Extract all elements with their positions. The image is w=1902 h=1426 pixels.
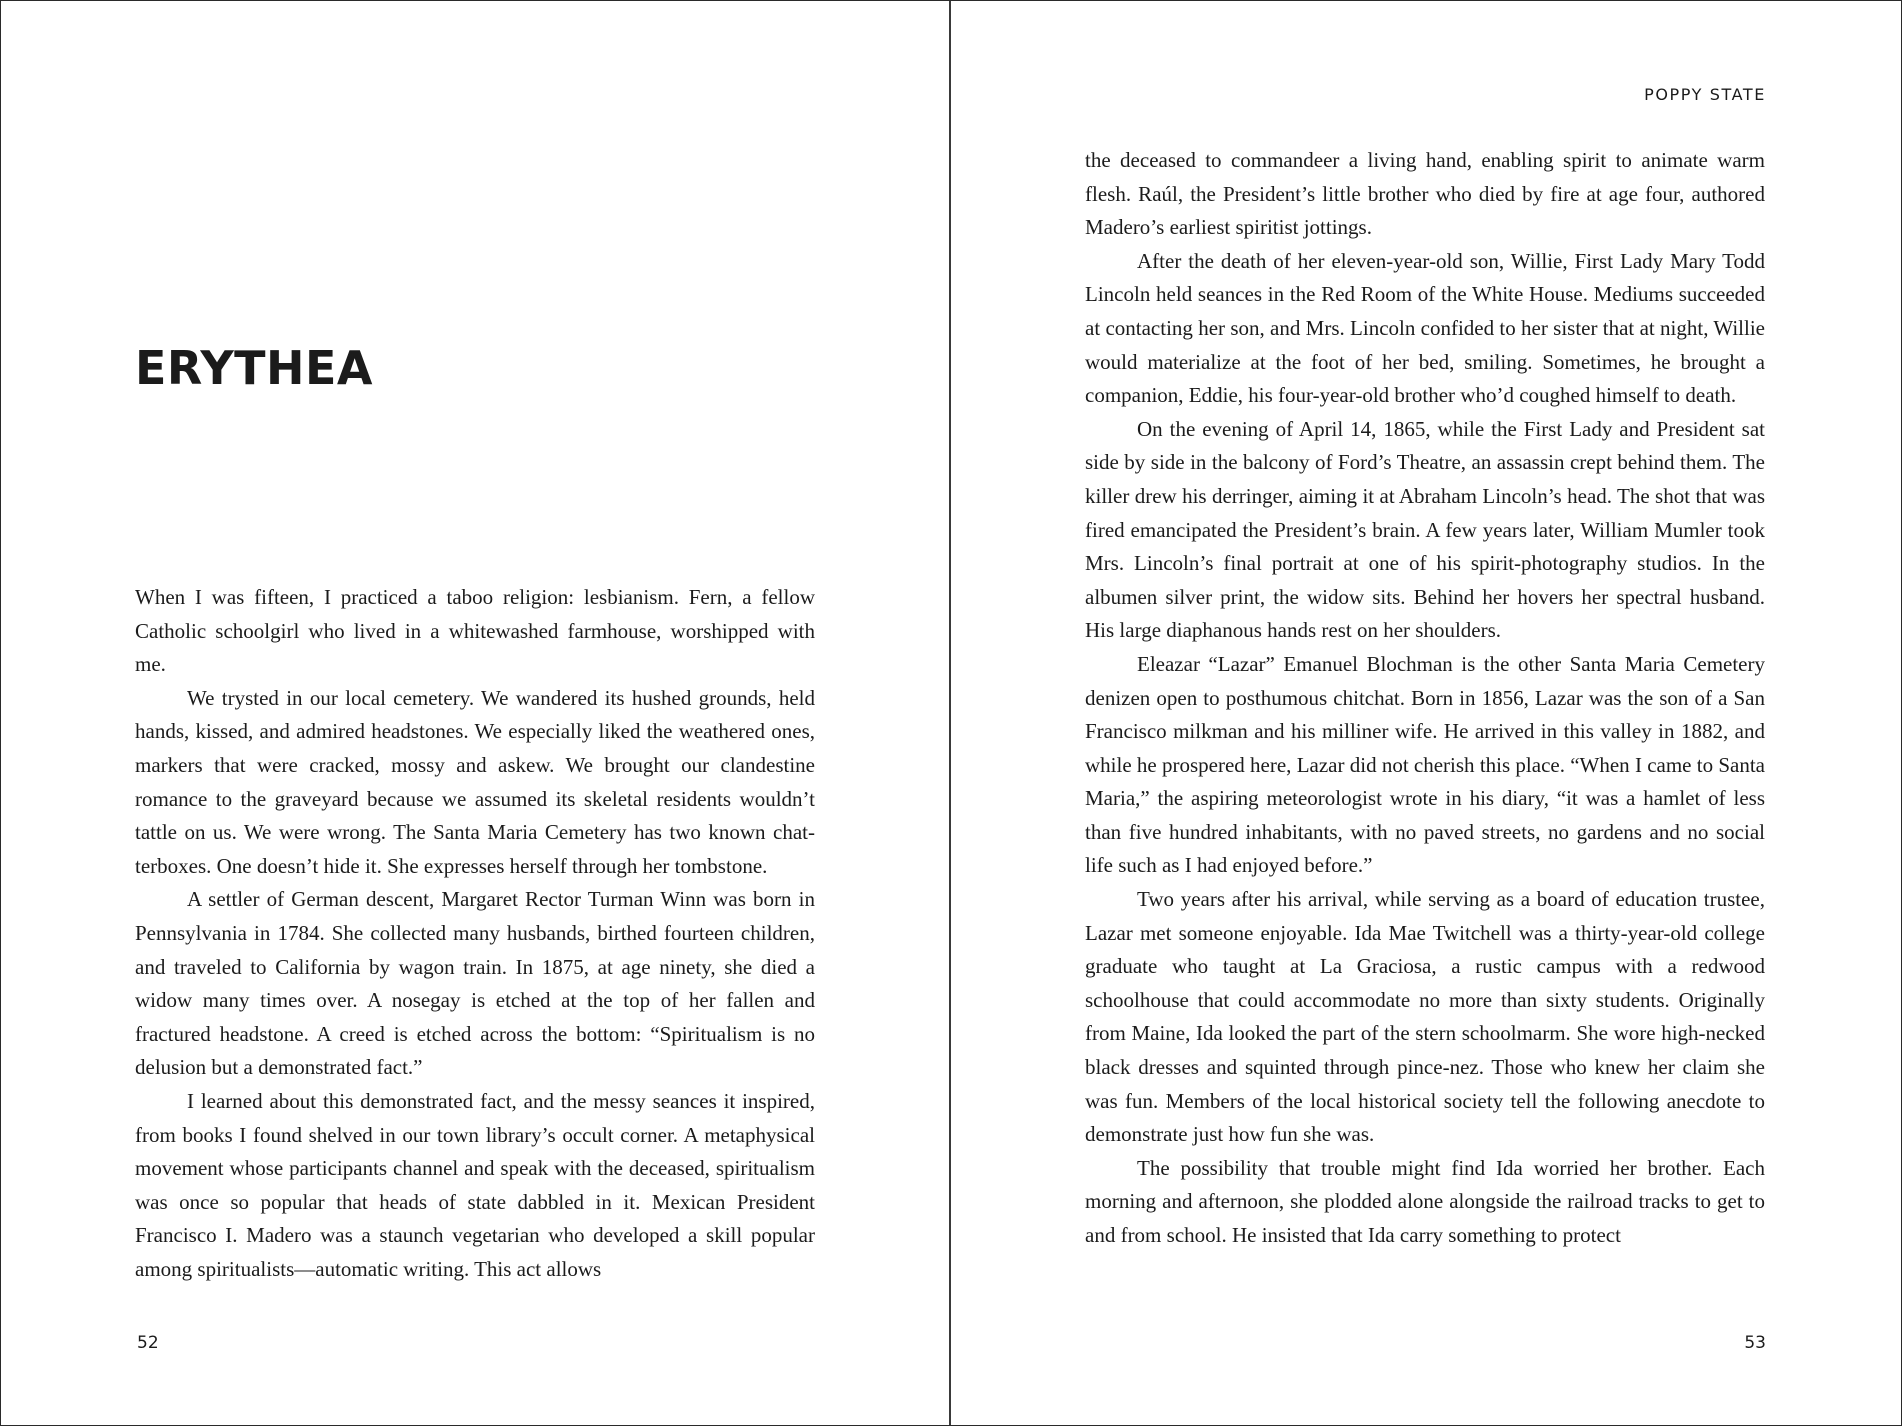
running-head: POPPY STATE bbox=[1644, 85, 1766, 104]
page-number-left: 52 bbox=[137, 1333, 159, 1353]
paragraph: A settler of German descent, Margaret Rector Turman Winn was born in Pennsylvania in 1784. She collected many husbands, birthed fourteen children, and traveled to California by wagon train. In 1875, at age ninety, she died a widow many times over. A nosegay is etched at the top of her fallen and fractured headstone. A creed is etched across the bottom: “Spiritualism is no delusion but a demonstrated fact.” bbox=[135, 887, 815, 1080]
page-number-right: 53 bbox=[1744, 1333, 1766, 1353]
left-page-body bbox=[135, 581, 815, 1286]
chapter-title: ERYTHEA bbox=[135, 341, 374, 395]
paragraph: We trysted in our local cemetery. We wandered its hushed grounds, held hands, kissed, and admired headstones. We especially liked the weathered ones, markers that were cracked, mossy and askew. We brought our clandestine romance to the graveyard because we assumed its skeletal residents wouldn’t tattle on us. We were wrong. The Santa Maria Cemetery has two known chatterboxes. One doesn’t hide it. She expresses herself through her tombstone. bbox=[135, 685, 815, 878]
paragraph: After the death of her eleven-year-old son, Willie, First Lady Mary Todd Lincoln held seances in the Red Room of the White House. Mediums succeeded at contacting her son, and Mrs. Lincoln confided to her sister that at night, Willie would materialize at the foot of her bed, smiling. Sometimes, he brought a companion, Eddie, his four-year-old brother who’d coughed himself to death. bbox=[1085, 248, 1765, 408]
paragraph: Eleazar “Lazar” Emanuel Blochman is the other Santa Maria Cemetery denizen open to posthumous chitchat. Born in 1856, Lazar was the son of a San Francisco milkman and his milliner wife. He arrived in this valley in 1882, and while he prospered here, Lazar did not cherish this place. “When I came to Santa Maria,” the aspiring meteorologist wrote in his diary, “it was a hamlet of less than five hundred inhabitants, with no paved streets, no gardens and no social life such as I had enjoyed before.” bbox=[1085, 651, 1765, 878]
paragraph: Two years after his arrival, while serving as a board of education trustee, Lazar met someone enjoyable. Ida Mae Twitchell was a thirty-year-old college graduate who taught at La Graciosa, a rustic campus with a redwood schoolhouse that could accommodate no more than sixty students. Originally from Maine, Ida looked the part of the stern schoolmarm. She wore high-necked black dresses and squinted through pince-nez. Those who knew her claim she was fun. Members of the local historical society tell the following anecdote to demonstrate just how fun she was. bbox=[1085, 887, 1765, 1147]
paragraph: The possibility that trouble might find Ida worried her brother. Each morning and afternoon, she plodded alone alongside the railroad tracks to get to and from school. He insisted that Ida carry something to protect bbox=[1085, 1155, 1765, 1247]
paragraph: When I was fifteen, I practiced a taboo religion: lesbianism. Fern, a fellow Catholic schoolgirl who lived in a whitewashed farmhouse, worshipped with me. bbox=[135, 585, 815, 677]
right-page-body bbox=[1085, 144, 1765, 1253]
paragraph: the deceased to commandeer a living hand, enabling spirit to animate warm flesh. Raúl, the President’s little brother who died by fire at age four, authored Madero’s earliest spiritist jottings. bbox=[1085, 148, 1765, 240]
right-page bbox=[951, 1, 1901, 1425]
paragraph: I learned about this demonstrated fact, and the messy seances it inspired, from books I found shelved in our town library’s occult corner. A metaphysical movement whose participants channel and speak with the deceased, spiritualism was once so popular that heads of state dabbled in it. Mexican President Francisco I. Madero was a staunch vegetarian who developed a skill popular among spiritualists—automatic writing. This act allows bbox=[135, 1088, 815, 1281]
paragraph: On the evening of April 14, 1865, while the First Lady and President sat side by side in the balcony of Ford’s Theatre, an assassin crept behind them. The killer drew his derringer, aiming it at Abraham Lincoln’s head. The shot that was fired emancipated the President’s brain. A few years later, William Mumler took Mrs. Lincoln’s final portrait at one of his spirit-photography studios. In the albumen silver print, the widow sits. Behind her hovers her spectral husband. His large diaphanous hands rest on her shoulders. bbox=[1085, 416, 1765, 643]
left-page bbox=[1, 1, 949, 1425]
